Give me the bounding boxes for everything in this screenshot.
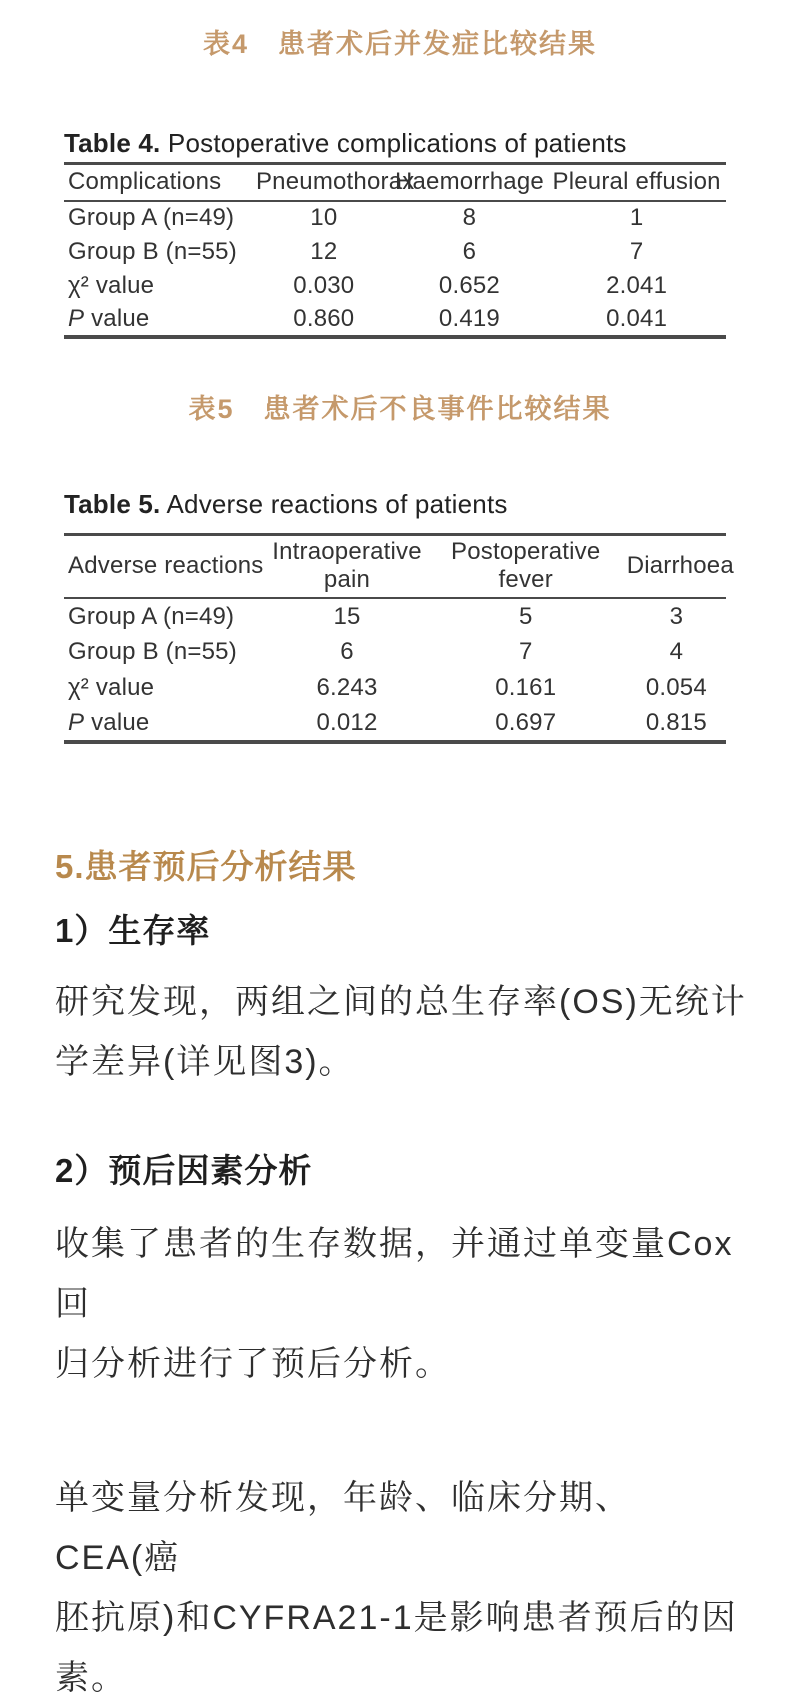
- subheading-prognostic-factors: 2）预后因素分析: [55, 1152, 313, 1189]
- cell-value: 0.815: [645, 709, 707, 736]
- column-header: Haemorrhage: [394, 168, 544, 196]
- table4-header-row: [64, 164, 726, 201]
- table5-block: [64, 488, 734, 745]
- row-label: Group A (n=49): [68, 204, 235, 231]
- paragraph-univariate: 单变量分析发现，年龄、临床分期、CEA(癌 胚抗原)和CYFRA21-1是影响患者预后的因 素。: [55, 1479, 738, 1697]
- column-header: Diarrhoea: [626, 552, 734, 580]
- prognosis-section: [55, 848, 745, 1708]
- p-label-rest: value: [91, 709, 150, 736]
- row-label: Group B (n=55): [68, 237, 237, 265]
- row-label: Group B (n=55): [68, 638, 237, 665]
- cell-value: 0.041: [606, 304, 668, 332]
- cell-value: 7: [518, 638, 533, 665]
- table4-caption: 表4 患者术后并发症比较结果: [202, 29, 597, 59]
- cell-value: 7: [629, 237, 644, 265]
- p-label: P: [68, 304, 85, 332]
- column-header: Intraoperative pain: [272, 538, 422, 594]
- cell-value: 6: [462, 237, 477, 265]
- table5-title-label: Table 5.: [64, 488, 161, 519]
- cell-value: 8: [462, 204, 477, 231]
- table4: [64, 162, 726, 339]
- table-row: [64, 598, 726, 634]
- subheading-survival-rate: 1）生存率: [55, 912, 211, 949]
- cell-value: 0.652: [438, 271, 500, 299]
- table4-block: [64, 128, 726, 339]
- p-label: P: [68, 709, 85, 736]
- p-label-rest: value: [91, 304, 150, 332]
- column-header: Pneumothorax: [255, 168, 415, 196]
- column-header: Complications: [68, 168, 222, 196]
- cell-value: 0.054: [645, 674, 707, 701]
- cell-value: 10: [310, 204, 338, 231]
- cell-value: 2.041: [606, 271, 668, 299]
- cell-value: 0.012: [316, 709, 378, 736]
- table4-title: [64, 128, 726, 158]
- row-label: Group A (n=49): [68, 602, 235, 630]
- cell-value: 0.161: [495, 674, 557, 701]
- table-row: [64, 706, 726, 742]
- table-row: [64, 670, 726, 706]
- row-label: χ² value: [68, 674, 155, 701]
- cell-value: 6: [340, 638, 354, 665]
- row-label: [64, 706, 269, 742]
- column-header: Postoperative fever: [451, 538, 601, 594]
- row-label: χ² value: [68, 271, 155, 299]
- cell-value: 0.697: [495, 709, 557, 736]
- cell-value: 3: [669, 602, 684, 630]
- table5-caption: 表5 患者术后不良事件比较结果: [188, 393, 612, 424]
- section-heading-prognosis: 5.患者预后分析结果: [55, 848, 357, 885]
- paragraph-survival: 研究发现，两组之间的总生存率(OS)无统计 学差异(详见图3)。: [55, 983, 747, 1081]
- column-header: Adverse reactions: [68, 552, 264, 580]
- table5: [64, 533, 734, 745]
- table-row: [64, 201, 726, 235]
- cell-value: 1: [629, 204, 644, 231]
- paragraph-cox: 收集了患者的生存数据，并通过单变量Cox回 归分析进行了预后分析。: [55, 1225, 734, 1383]
- cell-value: 0.419: [438, 304, 500, 332]
- table-row: [64, 235, 726, 269]
- table5-title: [64, 489, 726, 519]
- cell-value: 0.030: [293, 271, 355, 299]
- cell-value: 0.860: [293, 304, 355, 332]
- cell-value: 12: [310, 237, 338, 265]
- row-label: [64, 303, 256, 337]
- table-row: [64, 634, 726, 670]
- table-row: [64, 303, 726, 337]
- table4-title-label: Table 4.: [64, 128, 161, 158]
- table4-title-text: Postoperative complications of patients: [160, 128, 627, 158]
- table5-header-row: [64, 534, 726, 598]
- column-header: Pleural effusion: [552, 168, 721, 196]
- table-row: [64, 269, 726, 303]
- cell-value: 5: [518, 602, 533, 630]
- table5-title-text: Adverse reactions of patients: [160, 488, 508, 519]
- cell-value: 4: [669, 638, 684, 665]
- cell-value: 15: [333, 602, 361, 630]
- cell-value: 6.243: [316, 674, 378, 701]
